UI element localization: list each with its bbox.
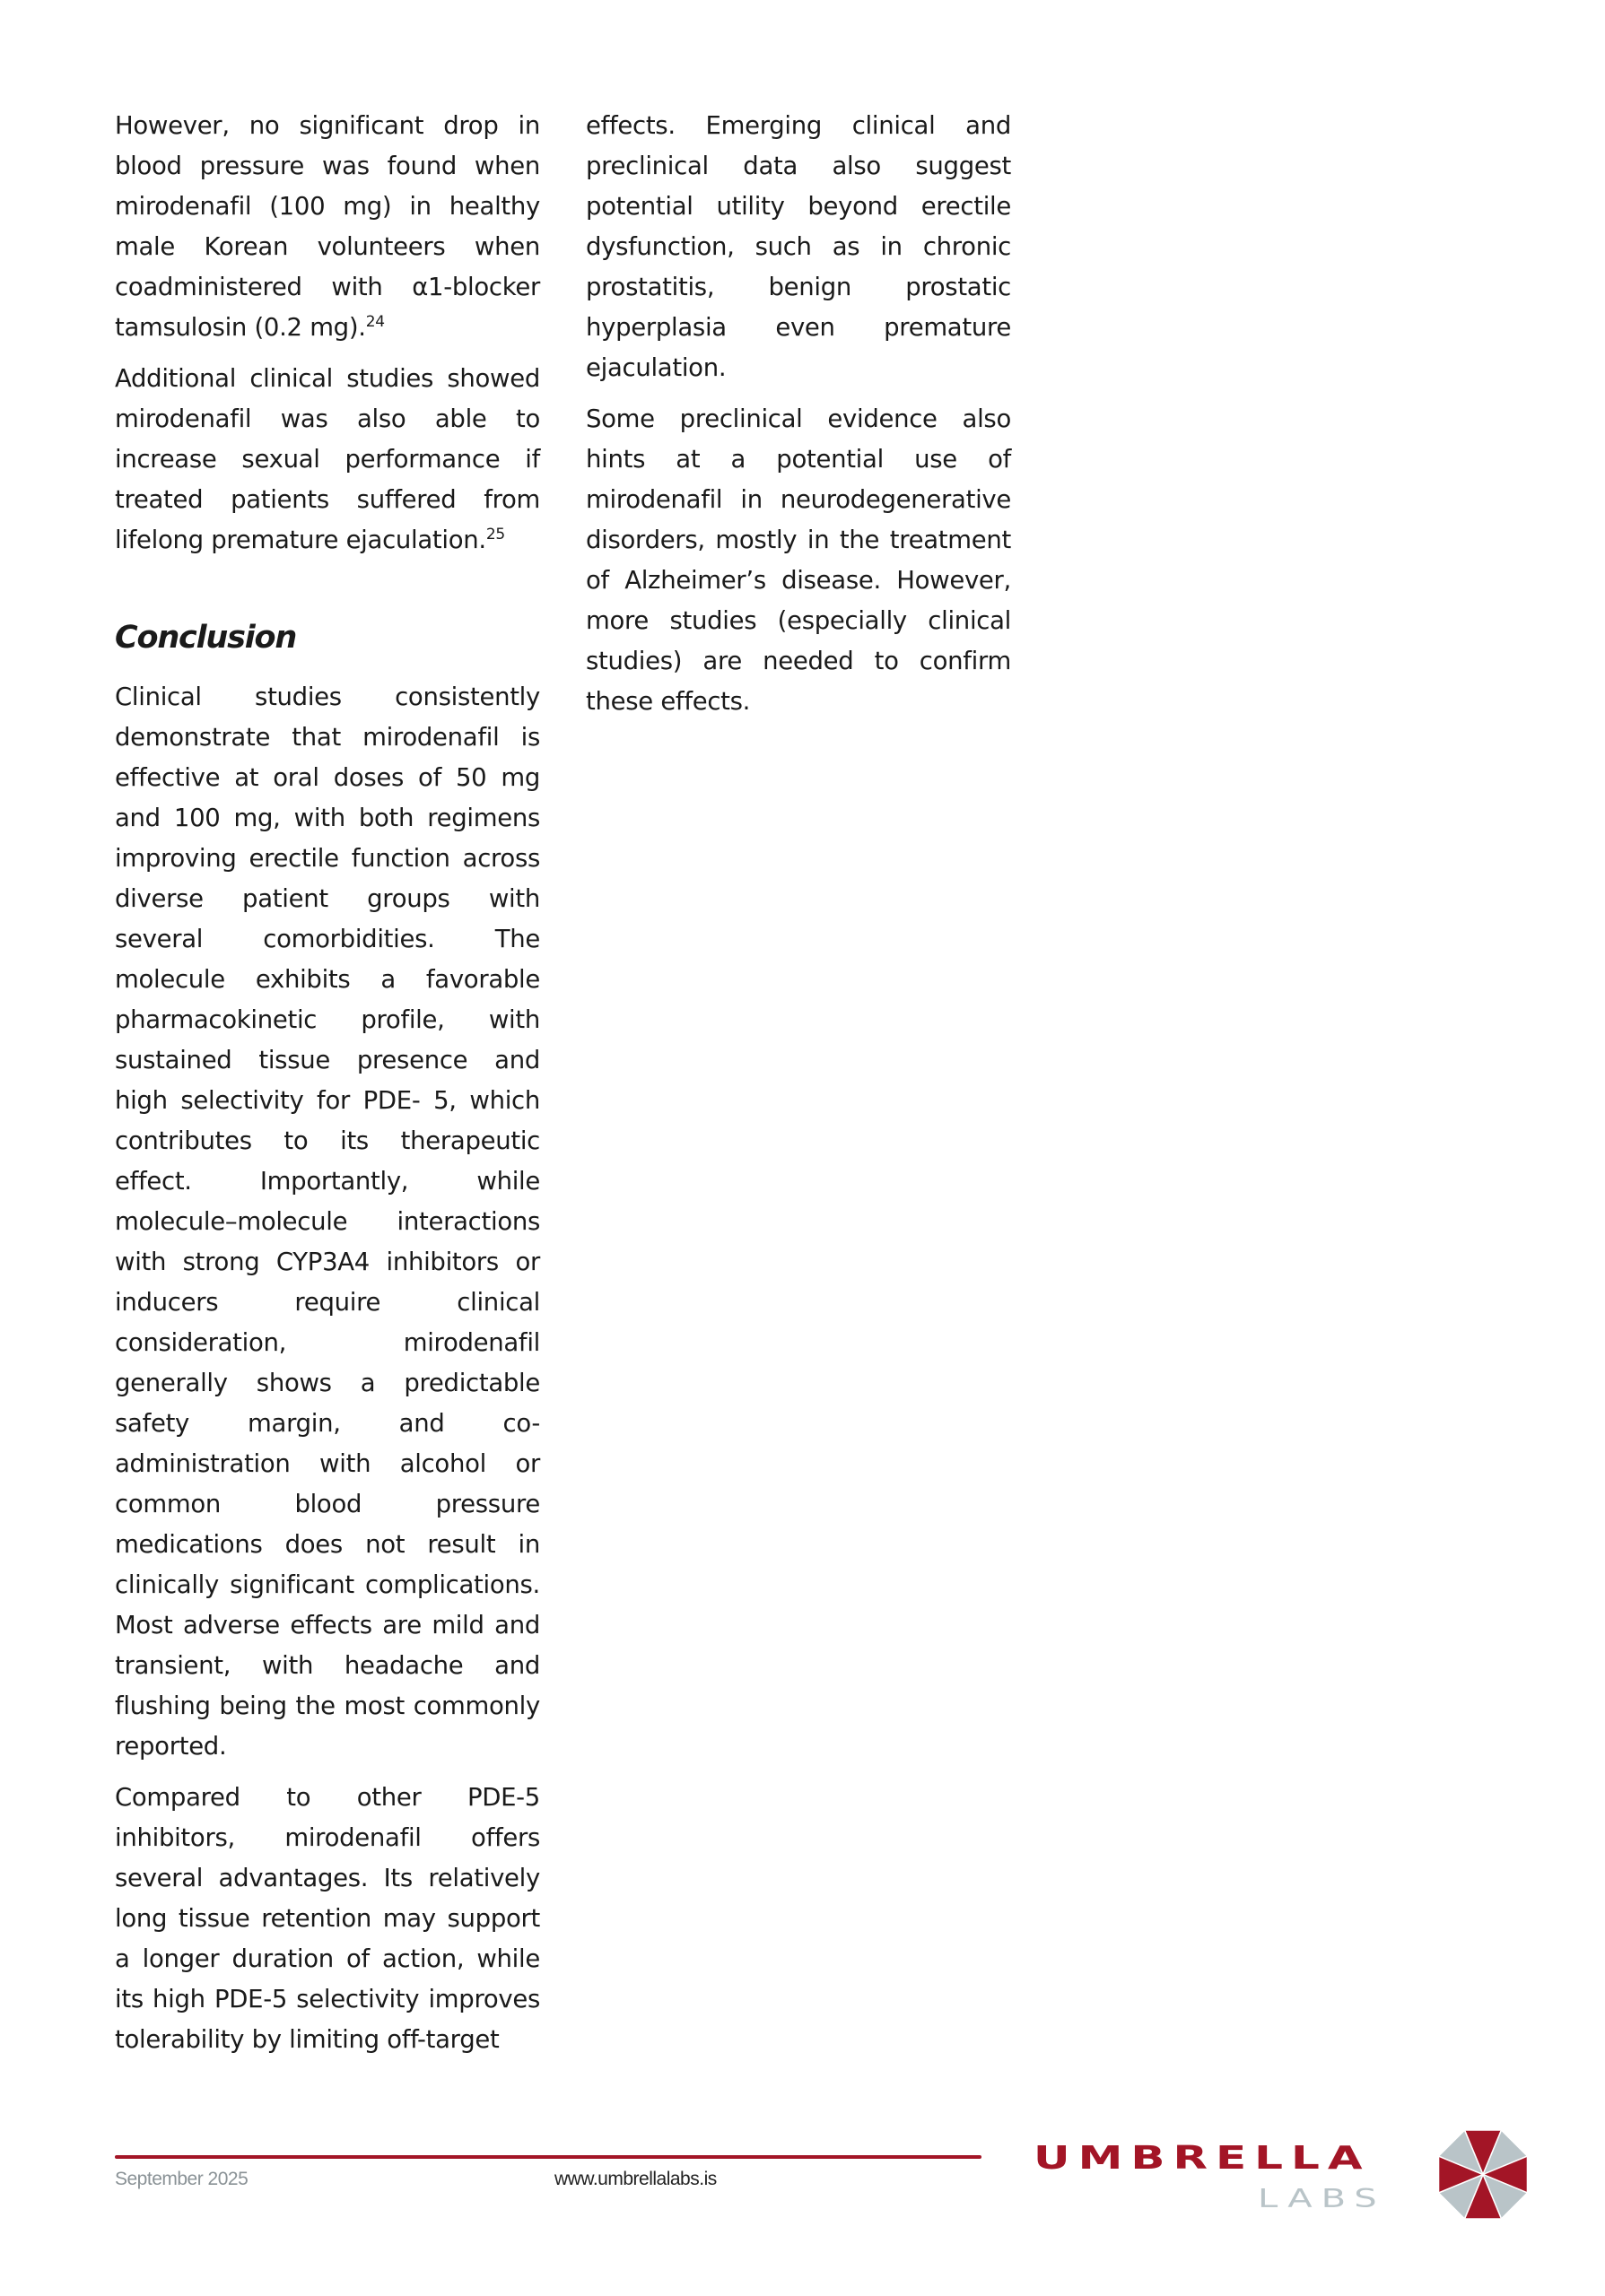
paragraph-conclusion-2: Compared to other PDE-5 inhibitors, mirodenafil offers several advantages. Its relatively long tissue retention may support a longer duration of action, while its high PDE-5 selectivity improves tolerability by limiting off-target (115, 1783, 540, 2054)
footer-date: September 2025 (115, 2169, 249, 2189)
paragraph-emerging-data: effects. Emerging clinical and preclinical data also suggest potential utility beyond erectile dysfunction, such as in chronic prostatitis, benign prostatic hyperplasia even premature ejaculation. (586, 111, 1011, 382)
footer-divider (115, 2155, 981, 2159)
left-column (115, 106, 540, 2071)
umbrella-labs-logo (1023, 2112, 1543, 2238)
paragraph-neurodegenerative: Some preclinical evidence also hints at a potential use of mirodenafil in neurodegenerative disorders, mostly in the treatment of Alzheimer’s disease. However, more studies (especially clinical studies) are needed to confirm these effects. (586, 404, 1011, 716)
section-heading-conclusion: Conclusion (115, 620, 297, 656)
citation-ref[interactable]: 24 (365, 312, 385, 331)
footer-website-link[interactable]: www.umbrellalabs.is (554, 2169, 717, 2189)
paragraph-conclusion-1: Clinical studies consistently demonstrate that mirodenafil is effective at oral doses of 50 mg and 100 mg, with both regimens improving erectile function across diverse patient groups with several comorbidities. The molecule exhibits a favorable pharmacokinetic profile, with sustained tissue presence and high selectivity for PDE- 5, which contributes to its therapeutic effect. Importantly, while molecule–molecule interactions with strong CYP3A4 inhibitors or inducers require clinical consideration, mirodenafil generally shows a predictable safety margin, and co-administration with alcohol or common blood pressure medications does not result in clinically significant complications. Most adverse effects are mild and transient, with headache and flushing being the most commonly reported. (115, 683, 540, 1761)
logo-subtext: LABS (1258, 2184, 1386, 2214)
paragraph-text: Additional clinical studies showed mirodenafil was also able to increase sexual performance if treated patients suffered from lifelong premature ejaculation. (115, 364, 540, 554)
paragraph-bp-tamsulosin (115, 106, 540, 348)
paragraph-premature-ejaculation (115, 359, 540, 561)
citation-ref[interactable]: 25 (485, 525, 505, 544)
logo-wordmark: UMBRELLA (1034, 2139, 1371, 2177)
right-column (586, 106, 1011, 733)
umbrella-octagon-icon (1434, 2123, 1532, 2226)
paragraph-text: However, no significant drop in blood pressure was found when mirodenafil (100 mg) in healthy male Korean volunteers when coadministered with α1-blocker tamsulosin (0.2 mg). (115, 111, 540, 342)
